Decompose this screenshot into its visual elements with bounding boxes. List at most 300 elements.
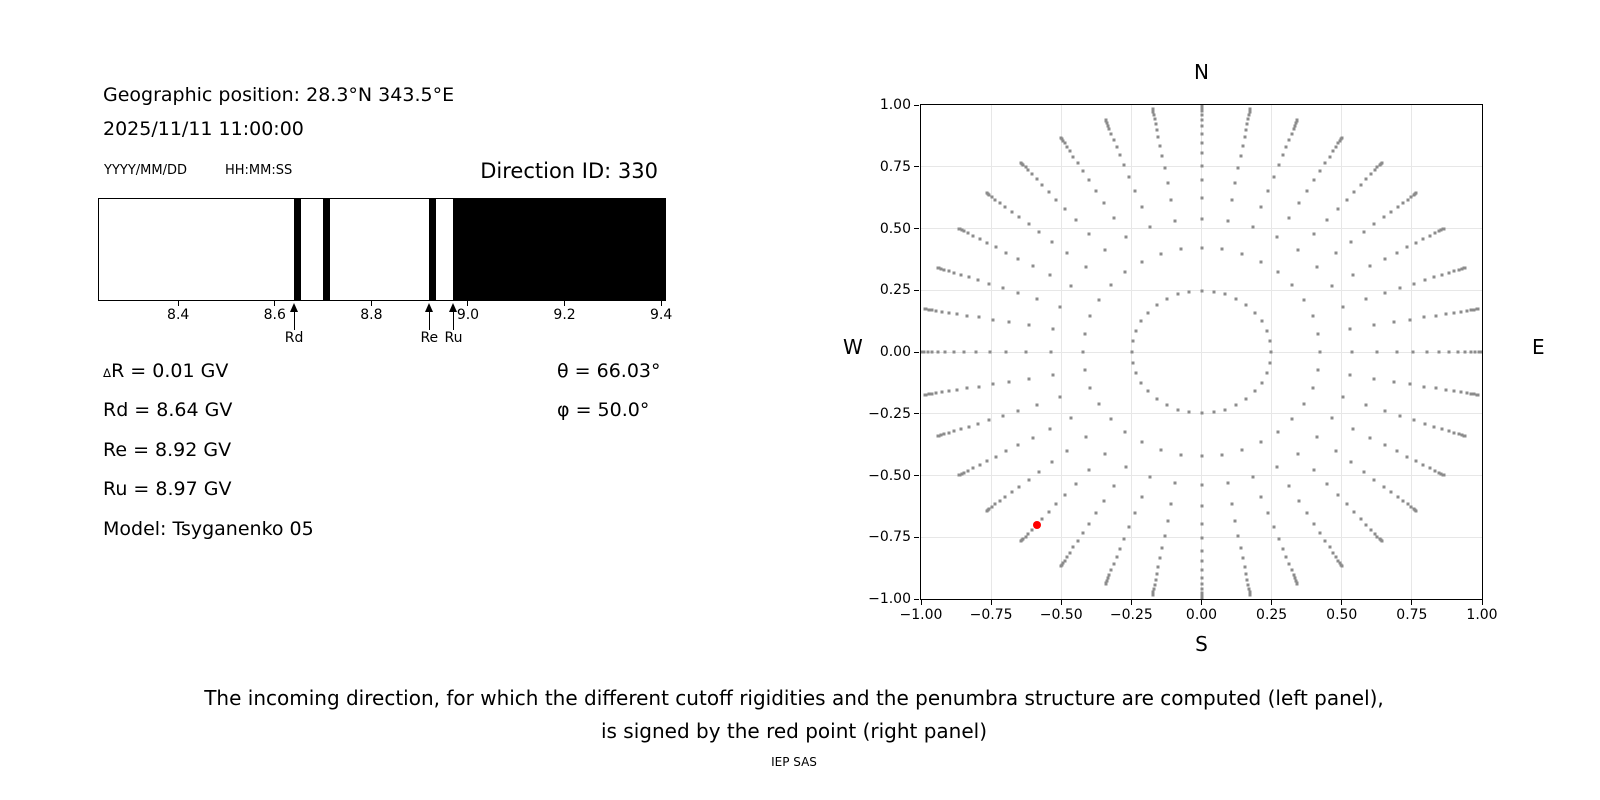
grid-dot: [1290, 568, 1293, 571]
grid-dot: [1048, 428, 1051, 431]
grid-dot: [1051, 461, 1054, 464]
grid-dot: [1306, 512, 1309, 515]
grid-dot: [1097, 298, 1100, 301]
grid-dot: [1055, 503, 1058, 506]
grid-dot: [1259, 441, 1262, 444]
grid-dot: [1119, 547, 1122, 550]
grid-dot: [1365, 523, 1368, 526]
grid-dot: [1018, 485, 1021, 488]
grid-dot: [1237, 534, 1240, 537]
grid-dot: [1396, 496, 1399, 499]
x-tick-label: 8.8: [360, 307, 383, 323]
grid-dot: [1251, 475, 1254, 478]
grid-dot: [1179, 453, 1182, 456]
grid-dot: [1020, 540, 1023, 543]
grid-dot: [1075, 219, 1078, 222]
grid-dot: [1170, 502, 1173, 505]
rd-value-text: Rd = 8.64 GV: [103, 399, 233, 421]
grid-dot: [1087, 469, 1090, 472]
grid-dot: [1383, 444, 1386, 447]
x-tick-label: 0.50: [1326, 607, 1358, 623]
grid-dot: [924, 393, 927, 396]
grid-dot: [1341, 396, 1344, 399]
grid-dot: [1025, 351, 1028, 354]
grid-dot: [1265, 330, 1268, 333]
grid-dot: [1230, 199, 1233, 202]
grid-dot: [1104, 582, 1107, 585]
y-tick-mark: [914, 537, 919, 538]
y-tick-label: −0.25: [868, 405, 911, 422]
grid-dot: [1359, 183, 1362, 186]
grid-dot: [1135, 371, 1138, 374]
grid-dot: [1315, 265, 1318, 268]
grid-dot: [1298, 202, 1301, 205]
cutoff-arrow-label: Ru: [444, 330, 463, 346]
grid-dot: [1438, 351, 1441, 354]
grid-dot: [1083, 369, 1086, 372]
grid-dot: [1395, 251, 1398, 254]
grid-dot: [1049, 351, 1052, 354]
grid-dot: [967, 425, 970, 428]
x-tick-mark: [1271, 600, 1272, 605]
grid-dot: [1277, 537, 1280, 540]
grid-dot: [1112, 563, 1115, 566]
grid-dot: [1340, 564, 1343, 567]
grid-dot: [1005, 450, 1008, 453]
grid-dot: [1115, 145, 1118, 148]
compass-label-east: E: [1532, 335, 1545, 359]
delta-r-text: ΔR = 0.01 GV: [103, 360, 229, 382]
grid-dot: [957, 474, 960, 477]
grid-dot: [967, 232, 970, 235]
grid-dot: [1221, 453, 1224, 456]
grid-dot: [1157, 136, 1160, 139]
grid-dot: [1005, 351, 1008, 354]
x-tick-label: −0.50: [1039, 607, 1083, 623]
grid-dot: [1319, 351, 1322, 354]
grid-dot: [1115, 556, 1118, 559]
geo-position-text: Geographic position: 28.3°N 343.5°E: [103, 84, 455, 106]
grid-dot: [1443, 474, 1446, 477]
grid-dot: [1072, 546, 1075, 549]
grid-dot: [1428, 466, 1431, 469]
grid-dot: [1059, 305, 1062, 308]
grid-dot: [1087, 523, 1090, 526]
grid-dot: [952, 271, 955, 274]
grid-dot: [1176, 408, 1179, 411]
grid-dot: [924, 308, 927, 311]
grid-dot: [1396, 205, 1399, 208]
y-tick-label: −0.50: [868, 467, 911, 484]
grid-dot: [1480, 351, 1483, 354]
grid-dot: [1373, 478, 1376, 481]
grid-dot: [1332, 150, 1335, 153]
x-tick-mark: [1131, 600, 1132, 605]
grid-dot: [1434, 314, 1437, 317]
grid-dot: [1200, 483, 1203, 486]
grid-dot: [1031, 173, 1034, 176]
grid-dot: [1155, 304, 1158, 307]
penumbra-plot: [98, 198, 666, 301]
grid-dot: [1200, 196, 1203, 199]
grid-dot: [978, 316, 981, 319]
grid-dot: [998, 201, 1001, 204]
grid-dot: [1131, 340, 1134, 343]
grid-dot: [1241, 144, 1244, 147]
x-tick-mark: [1061, 600, 1062, 605]
grid-dot: [956, 313, 959, 316]
grid-dot: [1292, 573, 1295, 576]
grid-dot: [1317, 369, 1320, 372]
grid-dot: [1200, 218, 1203, 221]
date-format-label: YYYY/MM/DD: [104, 163, 187, 178]
grid-dot: [1200, 164, 1203, 167]
grid-dot: [1200, 125, 1203, 128]
grid-dot: [1412, 418, 1415, 421]
grid-dot: [1313, 178, 1316, 181]
grid-dot: [1241, 449, 1244, 452]
grid-dot: [1151, 594, 1154, 597]
grid-dot: [1010, 491, 1013, 494]
x-tick-label: 8.4: [167, 307, 190, 323]
grid-dot: [1017, 292, 1020, 295]
grid-dot: [963, 471, 966, 474]
grid-dot: [1020, 161, 1023, 164]
grid-dot: [941, 310, 944, 313]
grid-dot: [1131, 361, 1134, 364]
grid-dot: [1251, 226, 1254, 229]
grid-dot: [1349, 240, 1352, 243]
caption-line-1: The incoming direction, for which the different cutoff rigidities and the penumbra structure are computed (left panel),: [204, 686, 1384, 710]
grid-dot: [1109, 418, 1112, 421]
grid-dot: [1334, 251, 1337, 254]
grid-dot: [1324, 162, 1327, 165]
grid-dot: [1124, 430, 1127, 433]
grid-dot: [1390, 210, 1393, 213]
grid-dot: [1395, 450, 1398, 453]
grid-dot: [1112, 217, 1115, 220]
grid-dot: [1260, 381, 1263, 384]
penumbra-forbidden-band: [429, 199, 436, 300]
grid-dot: [1465, 392, 1468, 395]
grid-dot: [1035, 298, 1038, 301]
x-tick-mark: [178, 301, 179, 306]
grid-dot: [1402, 500, 1405, 503]
grid-dot: [1448, 351, 1451, 354]
y-tick-label: 0.00: [879, 343, 911, 360]
grid-dot: [1081, 169, 1084, 172]
grid-dot: [1085, 436, 1088, 439]
grid-dot: [1291, 283, 1294, 286]
grid-dot: [1353, 190, 1356, 193]
grid-dot: [1296, 582, 1299, 585]
grid-dot: [1422, 463, 1425, 466]
grid-dot: [1161, 155, 1164, 158]
grid-dot: [1292, 128, 1295, 131]
grid-dot: [1372, 324, 1375, 327]
re-value-text: Re = 8.92 GV: [103, 439, 232, 461]
grid-dot: [1031, 265, 1034, 268]
grid-dot: [1362, 470, 1365, 473]
grid-dot: [1124, 271, 1127, 274]
grid-dot: [1399, 287, 1402, 290]
grid-dot: [1075, 482, 1078, 485]
grid-dot: [1200, 560, 1203, 563]
grid-dot: [1392, 380, 1395, 383]
grid-dot: [1422, 316, 1425, 319]
grid-dot: [1141, 441, 1144, 444]
grid-dot: [1224, 408, 1227, 411]
x-tick-mark: [467, 301, 468, 306]
grid-dot: [1094, 512, 1097, 515]
grid-dot: [1288, 563, 1291, 566]
grid-dot: [1452, 311, 1455, 314]
grid-dot: [943, 268, 946, 271]
grid-dot: [1275, 465, 1278, 468]
y-tick-mark: [914, 475, 919, 476]
x-tick-mark: [1341, 600, 1342, 605]
grid-dot: [1408, 383, 1411, 386]
grid-dot: [1476, 308, 1479, 311]
grid-dot: [920, 351, 923, 354]
grid-dot: [1200, 522, 1203, 525]
x-tick-label: 0.00: [1185, 607, 1218, 623]
grid-dot: [1081, 351, 1084, 354]
grid-dot: [1052, 374, 1055, 377]
grid-dot: [1031, 528, 1034, 531]
grid-dot: [1351, 351, 1354, 354]
grid-dot: [1103, 249, 1106, 252]
grid-dot: [1369, 265, 1372, 268]
grid-dot: [1260, 206, 1263, 209]
cutoff-arrow-line: [453, 311, 454, 330]
grid-dot: [1155, 397, 1158, 400]
grid-dot: [1133, 189, 1136, 192]
grid-dot: [994, 246, 997, 249]
grid-dot: [1179, 248, 1182, 251]
grid-dot: [1004, 496, 1007, 499]
grid-dot: [1433, 276, 1436, 279]
grid-dot: [1123, 537, 1126, 540]
grid-dot: [1174, 481, 1177, 484]
grid-dot: [1276, 271, 1279, 274]
grid-dot: [1325, 482, 1328, 485]
grid-dot: [1089, 315, 1092, 318]
grid-dot: [1200, 569, 1203, 572]
grid-dot: [966, 387, 969, 390]
x-tick-mark: [921, 600, 922, 605]
grid-dot: [1353, 511, 1356, 514]
grid-dot: [1390, 491, 1393, 494]
grid-dot: [1072, 155, 1075, 158]
grid-dot: [1083, 332, 1086, 335]
grid-dot: [1463, 351, 1466, 354]
grid-dot: [1313, 469, 1316, 472]
grid-dot: [1153, 584, 1156, 587]
grid-dot: [1369, 436, 1372, 439]
grid-dot: [1018, 216, 1021, 219]
grid-dot: [1313, 232, 1316, 235]
grid-dot: [1094, 189, 1097, 192]
grid-dot: [1362, 231, 1365, 234]
grid-dot: [1112, 138, 1115, 141]
x-tick-mark: [661, 301, 662, 306]
x-tick-mark: [564, 301, 565, 306]
grid-dot: [1159, 557, 1162, 560]
grid-dot: [930, 309, 933, 312]
grid-dot: [1224, 293, 1227, 296]
y-tick-mark: [914, 166, 919, 167]
grid-dot: [1270, 351, 1273, 354]
grid-dot: [1064, 493, 1067, 496]
grid-dot: [1159, 252, 1162, 255]
grid-dot: [978, 463, 981, 466]
grid-dot: [1423, 422, 1426, 425]
grid-dot: [1212, 290, 1215, 293]
grid-dot: [1444, 388, 1447, 391]
grid-dot: [1243, 136, 1246, 139]
grid-dot: [1017, 444, 1020, 447]
grid-dot: [1332, 551, 1335, 554]
grid-dot: [1104, 119, 1107, 122]
grid-dot: [1154, 122, 1157, 125]
grid-dot: [1269, 340, 1272, 343]
grid-dot: [947, 269, 950, 272]
grid-dot: [1369, 173, 1372, 176]
grid-dot: [1459, 391, 1462, 394]
grid-dot: [1226, 481, 1229, 484]
grid-dot: [1306, 189, 1309, 192]
grid-dot: [977, 422, 980, 425]
grid-dot: [1170, 199, 1173, 202]
grid-dot: [1038, 231, 1041, 234]
grid-dot: [1296, 119, 1299, 122]
grid-dot: [962, 351, 965, 354]
grid-dot: [994, 455, 997, 458]
grid-dot: [1325, 219, 1328, 222]
penumbra-forbidden-band: [453, 199, 665, 300]
grid-dot: [944, 351, 947, 354]
x-tick-mark: [991, 600, 992, 605]
x-tick-label: 0.25: [1256, 607, 1288, 623]
grid-dot: [1230, 502, 1233, 505]
grid-dot: [1453, 269, 1456, 272]
grid-dot: [1415, 460, 1418, 463]
grid-dot: [1221, 248, 1224, 251]
penumbra-forbidden-band: [323, 199, 330, 300]
grid-dot: [1128, 175, 1131, 178]
grid-dot: [998, 500, 1001, 503]
grid-dot: [1248, 113, 1251, 116]
grid-dot: [1465, 309, 1468, 312]
grid-dot: [1380, 161, 1383, 164]
grid-dot: [1399, 414, 1402, 417]
grid-dot: [1459, 310, 1462, 313]
grid-dot: [1041, 183, 1044, 186]
grid-dot: [1328, 155, 1331, 158]
grid-dot: [1108, 128, 1111, 131]
grid-dot: [967, 469, 970, 472]
grid-dot: [1159, 449, 1162, 452]
grid-dot: [1375, 351, 1378, 354]
grid-dot: [1317, 332, 1320, 335]
grid-dot: [994, 503, 997, 506]
grid-dot: [1200, 141, 1203, 144]
grid-dot: [988, 418, 991, 421]
grid-dot: [1348, 374, 1351, 377]
red-direction-point: [1033, 521, 1041, 529]
grid-dot: [1008, 321, 1011, 324]
grid-dot: [1234, 520, 1237, 523]
grid-dot: [1463, 435, 1466, 438]
grid-dot: [1313, 523, 1316, 526]
grid-dot: [1253, 390, 1256, 393]
time-format-label: HH:MM:SS: [225, 163, 293, 178]
y-tick-label: 0.50: [879, 220, 911, 237]
grid-dot: [1288, 217, 1291, 220]
grid-dot: [1415, 241, 1418, 244]
grid-dot: [988, 283, 991, 286]
y-tick-mark: [914, 413, 919, 414]
grid-dot: [1226, 220, 1229, 223]
grid-dot: [1085, 265, 1088, 268]
x-tick-label: 1.00: [1466, 607, 1498, 623]
grid-dot: [1047, 190, 1050, 193]
grid-dot: [1060, 137, 1063, 140]
grid-dot: [1028, 377, 1031, 380]
grid-dot: [1212, 411, 1215, 414]
grid-dot: [1243, 565, 1246, 568]
grid-dot: [1038, 470, 1041, 473]
y-tick-mark: [914, 290, 919, 291]
grid-dot: [1328, 546, 1331, 549]
gridline-horizontal: [921, 475, 1482, 476]
grid-dot: [1119, 154, 1122, 157]
grid-dot: [1315, 436, 1318, 439]
grid-dot: [1152, 113, 1155, 116]
grid-dot: [1453, 432, 1456, 435]
grid-dot: [1106, 124, 1109, 127]
grid-dot: [1089, 386, 1092, 389]
x-tick-mark: [1201, 600, 1202, 605]
grid-dot: [1001, 414, 1004, 417]
grid-dot: [1297, 249, 1300, 252]
grid-dot: [1010, 210, 1013, 213]
grid-dot: [1412, 283, 1415, 286]
grid-dot: [1087, 232, 1090, 235]
grid-dot: [1382, 216, 1385, 219]
grid-dot: [1369, 528, 1372, 531]
grid-dot: [1110, 568, 1113, 571]
grid-dot: [1253, 311, 1256, 314]
grid-dot: [1200, 576, 1203, 579]
y-tick-label: −0.75: [868, 529, 911, 546]
delta-symbol: Δ: [103, 366, 112, 380]
grid-dot: [1276, 430, 1279, 433]
grid-dot: [1035, 403, 1038, 406]
grid-dot: [1469, 351, 1472, 354]
grid-dot: [1408, 318, 1411, 321]
x-tick-label: −1.00: [899, 607, 943, 623]
grid-dot: [1341, 305, 1344, 308]
grid-dot: [1380, 540, 1383, 543]
grid-dot: [1246, 579, 1249, 582]
grid-dot: [1125, 236, 1128, 239]
grid-dot: [1298, 499, 1301, 502]
grid-dot: [957, 227, 960, 230]
grid-dot: [1365, 403, 1368, 406]
grid-dot: [1426, 351, 1429, 354]
